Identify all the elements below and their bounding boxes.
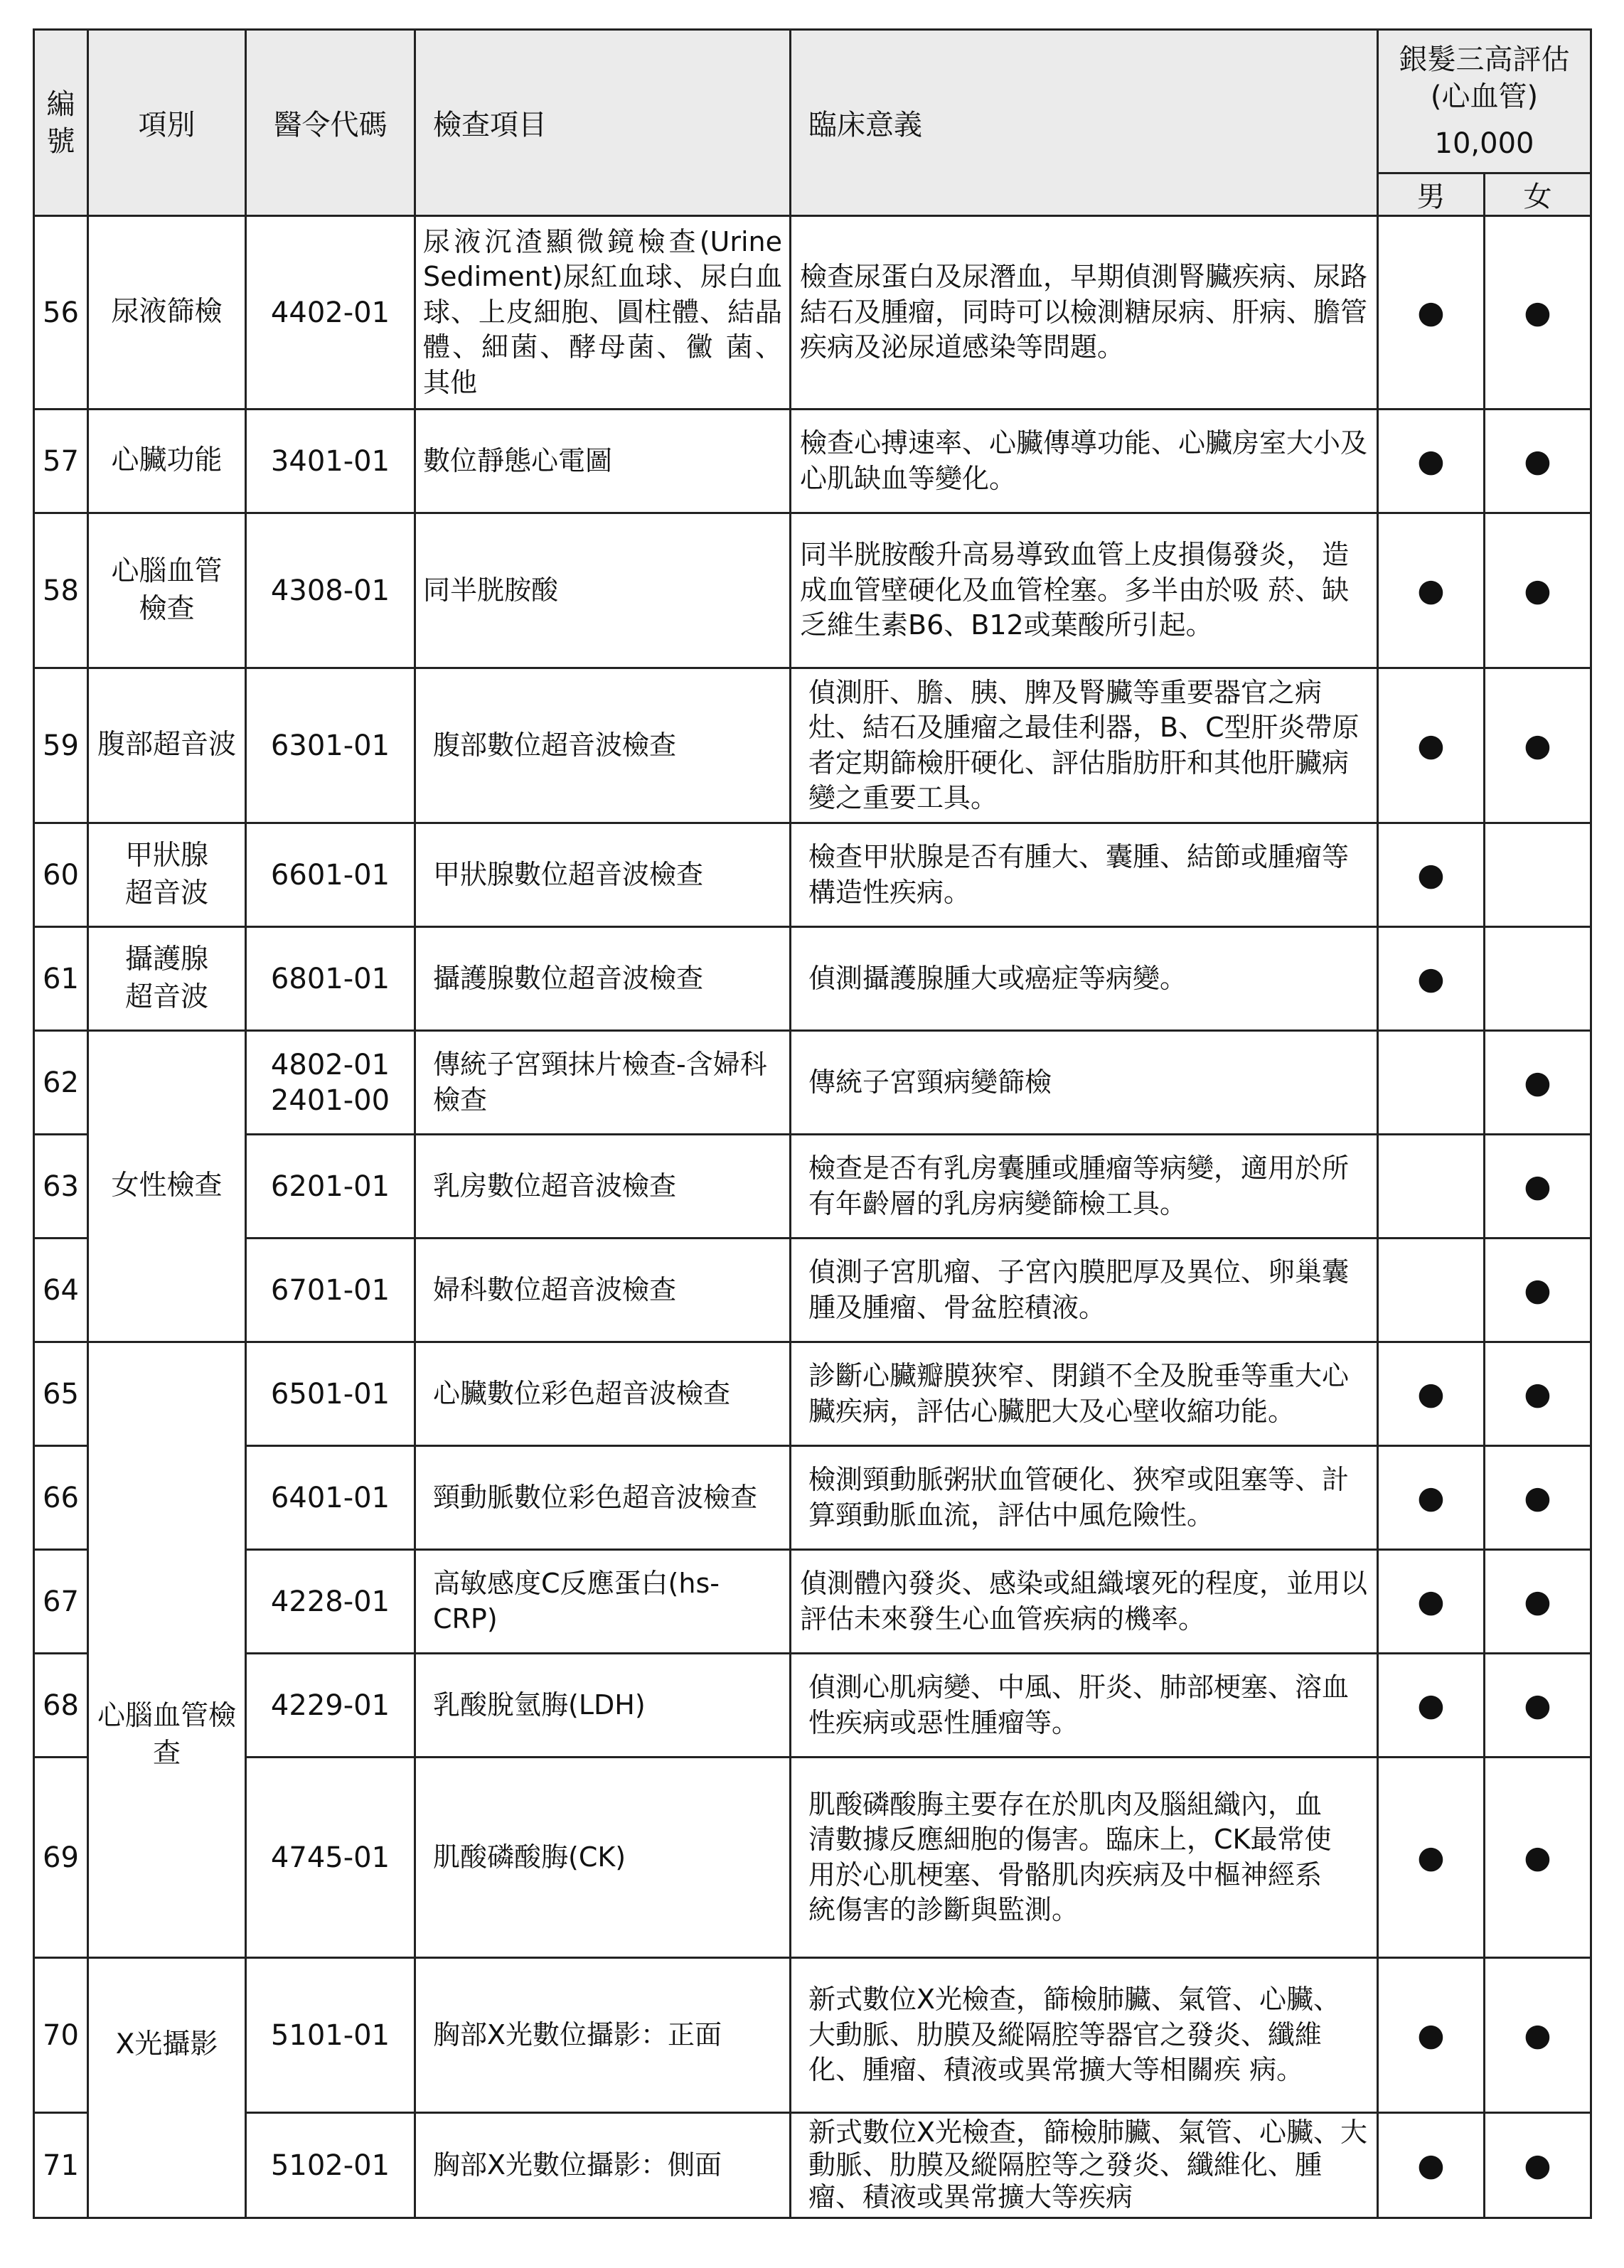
row-code: 6601-01 bbox=[246, 823, 415, 927]
row-meaning: 同半胱胺酸升高易導致血管上皮損傷發炎， 造成血管壁硬化及血管栓塞。多半由於吸 菸、缺乏維生素B6、B12或葉酸所引起。 bbox=[791, 513, 1378, 668]
row-female-mark: ● bbox=[1485, 216, 1591, 410]
header-code: 醫令代碼 bbox=[246, 30, 415, 216]
row-no: 60 bbox=[34, 823, 88, 927]
row-code: 6201-01 bbox=[246, 1135, 415, 1239]
row-no: 71 bbox=[34, 2113, 88, 2218]
row-female-mark: ● bbox=[1485, 1446, 1591, 1550]
row-female-mark: ● bbox=[1485, 1654, 1591, 1758]
row-code: 5102-01 bbox=[246, 2113, 415, 2218]
row-code: 6301-01 bbox=[246, 668, 415, 823]
row-no: 56 bbox=[34, 216, 88, 410]
row-code: 4802-01 2401-00 bbox=[246, 1031, 415, 1135]
row-meaning: 檢查心搏速率、心臟傳導功能、心臟房室大小及心肌缺血等變化。 bbox=[791, 410, 1378, 513]
row-meaning: 傳統子宮頸病變篩檢 bbox=[791, 1031, 1378, 1135]
row-item: 高敏感度C反應蛋白(hs-CRP) bbox=[415, 1550, 791, 1654]
row-meaning: 檢測頸動脈粥狀血管硬化、狹窄或阻塞等、計算頸動脈血流，評估中風危險性。 bbox=[791, 1446, 1378, 1550]
table-row bbox=[34, 216, 1591, 410]
row-female-mark bbox=[1485, 823, 1591, 927]
row-male-mark bbox=[1378, 1031, 1485, 1135]
row-male-mark: ● bbox=[1378, 1446, 1485, 1550]
row-no: 66 bbox=[34, 1446, 88, 1550]
header-male: 男 bbox=[1378, 173, 1485, 216]
row-code: 5101-01 bbox=[246, 1958, 415, 2113]
row-meaning: 偵測體內發炎、感染或組織壞死的程度，並用以評估未來發生心血管疾病的機率。 bbox=[791, 1550, 1378, 1654]
row-female-mark bbox=[1485, 927, 1591, 1031]
row-female-mark: ● bbox=[1485, 1550, 1591, 1654]
row-meaning: 偵測攝護腺腫大或癌症等病變。 bbox=[791, 927, 1378, 1031]
table-row bbox=[34, 1239, 1591, 1342]
row-category: 心腦血管檢查 bbox=[88, 513, 246, 668]
row-item: 心臟數位彩色超音波檢查 bbox=[415, 1342, 791, 1446]
row-female-mark: ● bbox=[1485, 513, 1591, 668]
row-code: 4228-01 bbox=[246, 1550, 415, 1654]
row-code: 3401-01 bbox=[246, 410, 415, 513]
row-female-mark: ● bbox=[1485, 1342, 1591, 1446]
row-meaning: 肌酸磷酸脢主要存在於肌肉及腦組織內，血清數據反應細胞的傷害。臨床上，CK最常使用於心肌梗塞、骨骼肌肉疾病及中樞神經系統傷害的診斷與監測。 bbox=[791, 1758, 1378, 1958]
row-no: 59 bbox=[34, 668, 88, 823]
row-meaning: 檢查是否有乳房囊腫或腫瘤等病變，適用於所有年齡層的乳房病變篩檢工具。 bbox=[791, 1135, 1378, 1239]
row-male-mark: ● bbox=[1378, 1550, 1485, 1654]
header-meaning: 臨床意義 bbox=[791, 30, 1378, 216]
row-male-mark: ● bbox=[1378, 823, 1485, 927]
row-no: 58 bbox=[34, 513, 88, 668]
table-row bbox=[34, 1135, 1591, 1239]
row-male-mark: ● bbox=[1378, 1758, 1485, 1958]
header-package bbox=[1378, 30, 1591, 173]
package-title-1: 銀髮三高評估 bbox=[1399, 43, 1570, 76]
row-female-mark: ● bbox=[1485, 1239, 1591, 1342]
row-meaning: 偵測心肌病變、中風、肝炎、肺部梗塞、溶血性疾病或惡性腫瘤等。 bbox=[791, 1654, 1378, 1758]
header-category: 項別 bbox=[88, 30, 246, 216]
row-category: 甲狀腺超音波 bbox=[88, 823, 246, 927]
row-male-mark: ● bbox=[1378, 513, 1485, 668]
row-female-mark: ● bbox=[1485, 1758, 1591, 1958]
row-category-female-group: 女性檢查 bbox=[88, 1031, 246, 1342]
table-row bbox=[34, 1031, 1591, 1135]
table-row bbox=[34, 927, 1591, 1031]
table-row bbox=[34, 410, 1591, 513]
row-item: 乳酸脫氫脢(LDH) bbox=[415, 1654, 791, 1758]
table-row bbox=[34, 513, 1591, 668]
row-item: 腹部數位超音波檢查 bbox=[415, 668, 791, 823]
row-no: 67 bbox=[34, 1550, 88, 1654]
row-category: 腹部超音波 bbox=[88, 668, 246, 823]
row-male-mark: ● bbox=[1378, 216, 1485, 410]
row-code: 4402-01 bbox=[246, 216, 415, 410]
row-category: 攝護腺超音波 bbox=[88, 927, 246, 1031]
row-male-mark: ● bbox=[1378, 927, 1485, 1031]
table-row bbox=[34, 1654, 1591, 1758]
row-code: 4229-01 bbox=[246, 1654, 415, 1758]
row-code: 6501-01 bbox=[246, 1342, 415, 1446]
row-no: 61 bbox=[34, 927, 88, 1031]
row-category: 尿液篩檢 bbox=[88, 216, 246, 410]
row-male-mark: ● bbox=[1378, 410, 1485, 513]
row-female-mark: ● bbox=[1485, 1031, 1591, 1135]
row-male-mark: ● bbox=[1378, 2113, 1485, 2218]
row-female-mark: ● bbox=[1485, 668, 1591, 823]
row-meaning: 診斷心臟瓣膜狹窄、閉鎖不全及脫垂等重大心臟疾病，評估心臟肥大及心壁收縮功能。 bbox=[791, 1342, 1378, 1446]
row-meaning: 偵測肝、膽、胰、脾及腎臟等重要器官之病灶、結石及腫瘤之最佳利器，B、C型肝炎帶原者定期篩檢肝硬化、評估脂肪肝和其他肝臟病變之重要工具。 bbox=[791, 668, 1378, 823]
row-no: 62 bbox=[34, 1031, 88, 1135]
row-code: 6801-01 bbox=[246, 927, 415, 1031]
header-no: 編 號 bbox=[34, 30, 88, 216]
table-row bbox=[34, 823, 1591, 927]
row-category: 心臟功能 bbox=[88, 410, 246, 513]
row-meaning: 新式數位X光檢查，篩檢肺臟、氣管、心臟、大動脈、肋膜及縱隔腔等之發炎、纖維化、腫瘤、積液或異常擴大等疾病 bbox=[791, 2113, 1378, 2218]
row-male-mark: ● bbox=[1378, 1958, 1485, 2113]
row-male-mark bbox=[1378, 1135, 1485, 1239]
row-meaning: 檢查甲狀腺是否有腫大、囊腫、結節或腫瘤等構造性疾病。 bbox=[791, 823, 1378, 927]
row-meaning: 新式數位X光檢查，篩檢肺臟、氣管、心臟、大動脈、肋膜及縱隔腔等器官之發炎、纖維化、腫瘤、積液或異常擴大等相關疾 病。 bbox=[791, 1958, 1378, 2113]
header-female: 女 bbox=[1485, 173, 1591, 216]
row-code: 4745-01 bbox=[246, 1758, 415, 1958]
row-female-mark: ● bbox=[1485, 1958, 1591, 2113]
row-item: 乳房數位超音波檢查 bbox=[415, 1135, 791, 1239]
row-code: 4308-01 bbox=[246, 513, 415, 668]
row-male-mark: ● bbox=[1378, 668, 1485, 823]
row-no: 69 bbox=[34, 1758, 88, 1958]
header-item: 檢查項目 bbox=[415, 30, 791, 216]
row-item: 胸部X光數位攝影：側面 bbox=[415, 2113, 791, 2218]
row-no: 70 bbox=[34, 1958, 88, 2113]
row-item: 攝護腺數位超音波檢查 bbox=[415, 927, 791, 1031]
package-price: 10,000 bbox=[1434, 127, 1534, 160]
row-item: 數位靜態心電圖 bbox=[415, 410, 791, 513]
row-item: 肌酸磷酸脢(CK) bbox=[415, 1758, 791, 1958]
row-meaning: 檢查尿蛋白及尿潛血，早期偵測腎臟疾病、尿路結石及腫瘤，同時可以檢測糖尿病、肝病、膽管疾病及泌尿道感染等問題。 bbox=[791, 216, 1378, 410]
row-female-mark: ● bbox=[1485, 410, 1591, 513]
row-item: 頸動脈數位彩色超音波檢查 bbox=[415, 1446, 791, 1550]
row-female-mark: ● bbox=[1485, 1135, 1591, 1239]
table-row bbox=[34, 1342, 1591, 1446]
row-item: 傳統子宮頸抹片檢查-含婦科檢查 bbox=[415, 1031, 791, 1135]
row-male-mark: ● bbox=[1378, 1654, 1485, 1758]
row-item: 婦科數位超音波檢查 bbox=[415, 1239, 791, 1342]
row-no: 57 bbox=[34, 410, 88, 513]
row-meaning: 偵測子宮肌瘤、子宮內膜肥厚及異位、卵巢囊腫及腫瘤、骨盆腔積液。 bbox=[791, 1239, 1378, 1342]
row-item: 尿液沉渣顯微鏡檢查(Urine Sediment)尿紅血球、尿白血球、上皮細胞、圓柱體、結晶體、細菌、酵母菌、黴 菌、其他 bbox=[415, 216, 791, 410]
header-row bbox=[34, 30, 1591, 173]
table-row bbox=[34, 1758, 1591, 1958]
row-male-mark bbox=[1378, 1239, 1485, 1342]
row-no: 63 bbox=[34, 1135, 88, 1239]
row-item: 同半胱胺酸 bbox=[415, 513, 791, 668]
row-female-mark: ● bbox=[1485, 2113, 1591, 2218]
table-row bbox=[34, 2113, 1591, 2218]
row-no: 65 bbox=[34, 1342, 88, 1446]
row-category-xray-group: X光攝影 bbox=[88, 1958, 246, 2218]
row-male-mark: ● bbox=[1378, 1342, 1485, 1446]
row-category-cardio-group: 心腦血管檢查 bbox=[88, 1342, 246, 1958]
table-row bbox=[34, 1550, 1591, 1654]
exam-table bbox=[33, 28, 1592, 2219]
row-code: 6701-01 bbox=[246, 1239, 415, 1342]
table-row bbox=[34, 1958, 1591, 2113]
row-no: 64 bbox=[34, 1239, 88, 1342]
package-title-2: (心血管) bbox=[1430, 80, 1539, 113]
table-row bbox=[34, 668, 1591, 823]
table-row bbox=[34, 1446, 1591, 1550]
row-item: 甲狀腺數位超音波檢查 bbox=[415, 823, 791, 927]
row-code: 6401-01 bbox=[246, 1446, 415, 1550]
row-no: 68 bbox=[34, 1654, 88, 1758]
row-item: 胸部X光數位攝影：正面 bbox=[415, 1958, 791, 2113]
